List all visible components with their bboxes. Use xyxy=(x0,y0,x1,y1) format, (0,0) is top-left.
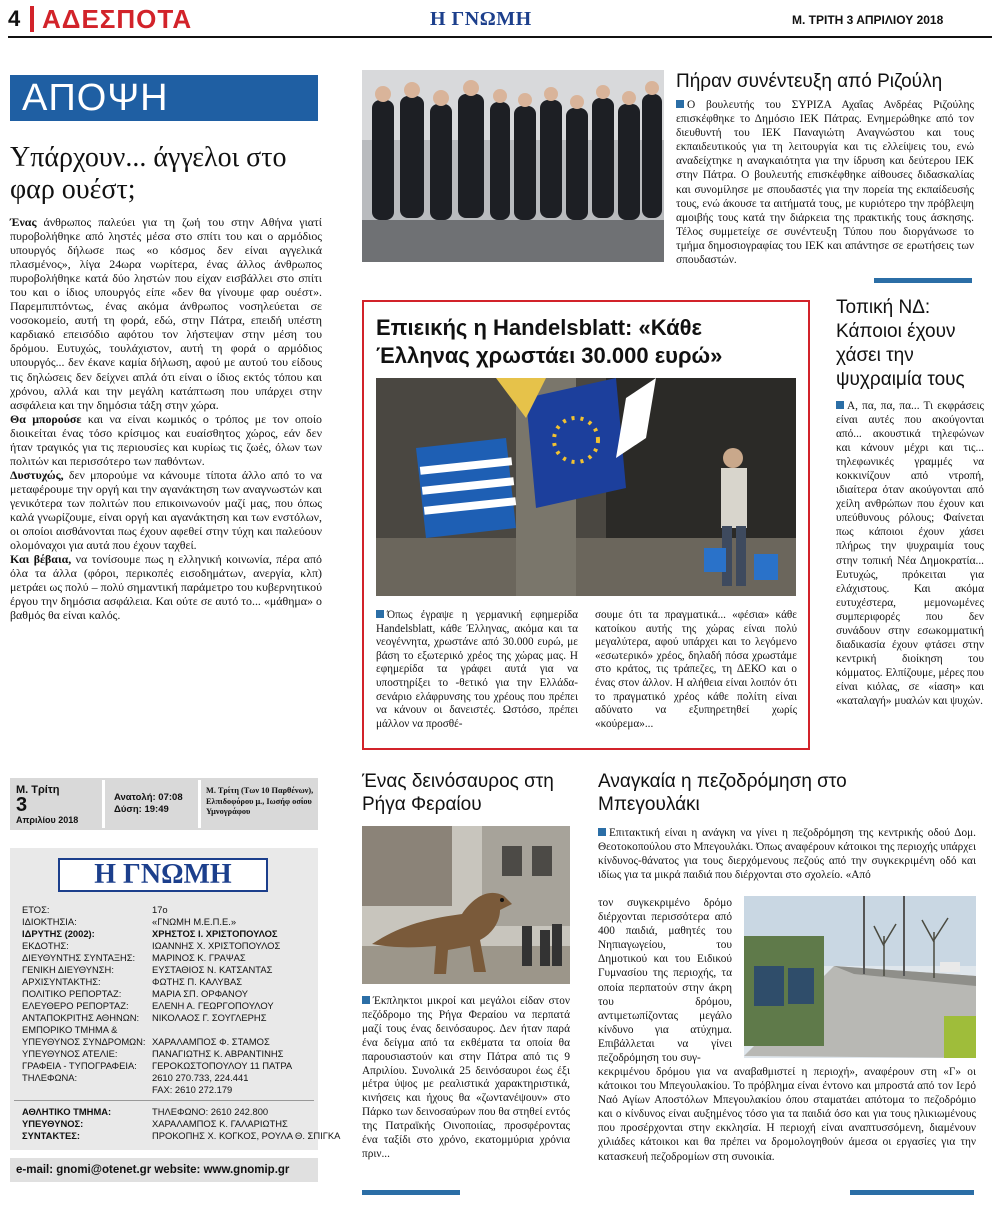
section-divider xyxy=(30,6,34,32)
masthead-role: ΙΔΡΥΤΗΣ (2002): xyxy=(22,928,95,939)
masthead-role: ΔΙΕΥΘΥΝΤΗΣ ΣΥΝΤΑΞΗΣ: xyxy=(22,952,136,963)
story-body-rizoulis: Ο βουλευτής του ΣΥΡΙΖΑ Αχαΐας Ανδρέας Ριζούλης επισκέφθηκε το Δημόσιο ΙΕΚ Πάτρας. Ενημερώθηκε από τον διευθυντή του ΙΕΚ Παναγιώτη Αναγνώστου και τους εκπαιδευτικούς για τη λειτουργία και τις ελλείψεις του, ενώ αναδείχτηκε η αναγκαιότητα για την ίδρυση και δεύτερου ΙΕΚ στην Πάτρα. Ο βουλευτής επισκέφθηκε αίθουσες διδασκαλίας και συνομίλησε με σπουδαστές για την πορεία της εκπαίδευσής τους, ενώ άκουσε τα αιτήματά τους, με κυριότερο την πρόβλεψη αμοιβής τους κατά την διάρκεια της πρακτικής τους άσκησης. Τέλος συμμετείχε σε συνέντευξη Τύπου που διοργάνωσε το τμήμα δημοσιογραφίας του ΙΕΚ και απάντησε σε ερωτήσεις των σπουδαστών. xyxy=(676,99,974,267)
masthead-name: ΠΡΟΚΟΠΗΣ Χ. ΚΟΓΚΟΣ, ΡΟΥΛΑ Θ. ΣΠΙΓΚΑ xyxy=(152,1130,341,1141)
page-number: 4 xyxy=(8,6,21,31)
story-title-rizoulis: Πήραν συνέντευξη από Ριζούλη xyxy=(676,71,943,92)
photo-rizoulis-group xyxy=(362,70,664,262)
masthead-logo: Η ΓΝΩΜΗ xyxy=(58,858,268,892)
masthead-name: 17ο xyxy=(152,904,168,915)
masthead-role: ΓΕΝΙΚΗ ΔΙΕΥΘΥΝΣΗ: xyxy=(22,964,114,975)
story-end-rule xyxy=(362,1190,460,1195)
photo-dinosaur xyxy=(362,826,570,984)
masthead-name: ΕΥΣΤΑΘΙΟΣ Ν. ΚΑΤΣΑΝΤΑΣ xyxy=(152,964,273,975)
masthead-name: ΓΕΡΟΚΩΣΤΟΠΟΥΛΟΥ 11 ΠΑΤΡΑ xyxy=(152,1060,293,1071)
story-end-rule xyxy=(874,278,972,283)
story-title-dino: Ένας δεινόσαυρος στη Ρήγα Φεραίου xyxy=(362,771,554,815)
header-rule xyxy=(8,36,992,38)
date-divider xyxy=(198,780,201,828)
masthead-role: ΓΡΑΦΕΙΑ - ΤΥΠΟΓΡΑΦΕΙΑ: xyxy=(22,1060,137,1071)
masthead-role: ΥΠΕΥΘΥΝΟΣ: xyxy=(22,1118,84,1129)
opinion-paragraph: Δυστυχώς, δεν μπορούμε να κάνουμε τίποτα άλλο από το να μεταφέρουμε την οργή και την αγανάκτηση των αναγνωστών και γενικότερα των πολιτών που επικοινωνούν μαζί μας, που όπως καλά γνωρίζουμε, είναι οργή και αγανάκτηση και των ενστόλων, οι οποίοι αισθάνονται πως έχουν αφεθεί στην τύχη και παλεύουν ολομόναχοι για αυτά που έχουν ταχθεί. xyxy=(10,467,322,553)
opinion-paragraph: Ένας άνθρωπος παλεύει για τη ζωή του στην Αθήνα γιατί πυροβολήθηκε από ληστές μέσα στο σπίτι του και ο αρμόδιος υπουργός δήλωσε πως «ο κόσμος δεν είναι αγγελικά πλασμένος», λίγα 24ωρα νωρίτερα, ένας άλλος άνθρωπος πυροβολήθηκε κατά δύο ληστών που είχαν εισβάλλει στο σπίτι του και ο ίδιος υπουργός είπε «δεν θα γίνουμε φαρ ουέστ». Παρεμπιπτόντως, ένας ακόμα άνθρωπος νοσηλεύεται σε νοσοκομείο, αυτή τη φορά, εδώ, στην Πάτρα, επειδή υπέστη καρδιακό επεισόδιο αφότου τον λήστεψαν στην μέση του δρόμου. Ευτυχώς, τουλάχιστον, αυτή τη φορά ο αρμόδιος υπουργός... δεν έκανε καμία δήλωση, αφού με αυτού του είδους τις δηλώσεις δεν δείχνει απλά ότι είναι ο ίδιος εκτός τόπου και χρόνου, αλλά και την μεγάλη κατάπτωση που υπάρχει στην ασφάλεια και την δημόσια τάξη στην χώρα. xyxy=(10,215,322,412)
masthead-name: ΧΑΡΑΛΑΜΠΟΣ Φ. ΣΤΑΜΟΣ xyxy=(152,1036,270,1047)
story-title-nd: Τοπική ΝΔ: Κάποιοι έχουν χάσει την ψυχραιμία τους xyxy=(836,297,965,390)
story-body-pedestrian-left: τον συγκεκριμένο δρόμο διέρχονται περισσότερα από 400 παιδιά, μαθητές του Νηπιαγωγείου, του Δημοτικού και του Ειδικού Γυμνασίου της περιοχής, τα οποία περπατούν στην άκρη του δρόμου, αντιμετωπίζοντας μεγάλο κίνδυνο για ατύχημα. Επιβάλλεται να γίνει πεζοδρόμηση του συγ- xyxy=(598,897,732,1065)
date-number: 3 xyxy=(16,794,28,816)
opinion-paragraph: Θα μπορούσε και να είναι κωμικός ο τρόπος με τον οποίο διοικείται ένας τόσο κρίσιμος και ευαίσθητος χώρος, εάν δεν ήταν τραγικός για τις περιουσίες και κυρίως τις ζωές, όλων των πολιτών και περισσότερο των παθόντων. xyxy=(10,411,322,468)
masthead-name: ΜΑΡΙΝΟΣ Κ. ΓΡΑΨΑΣ xyxy=(152,952,246,963)
story-title-handelsblatt: Επιεικής η Handelsblatt: «Κάθε Έλληνας χρωστάει 30.000 ευρώ» xyxy=(376,315,723,368)
story-end-rule xyxy=(850,1190,974,1195)
masthead-name: ΜΑΡΙΑ ΣΠ. ΟΡΦΑΝΟΥ xyxy=(152,988,249,999)
masthead-role: ΑΝΤΑΠΟΚΡΙΤΗΣ ΑΘΗΝΩΝ: xyxy=(22,1012,140,1023)
bullet-square-icon xyxy=(362,996,370,1004)
masthead-box xyxy=(10,848,318,1150)
story-title-pedestrian: Αναγκαία η πεζοδρόμηση στο Μπεγουλάκι xyxy=(598,771,847,815)
masthead-role: ΕΚΔΟΤΗΣ: xyxy=(22,940,69,951)
masthead-name: FAX: 2610 272.179 xyxy=(152,1084,233,1095)
date-month: Απριλίου 2018 xyxy=(16,815,79,825)
masthead-separator xyxy=(14,1100,314,1101)
date-box xyxy=(10,778,318,830)
masthead-contact: e-mail: gnomi@otenet.gr website: www.gnomip.gr xyxy=(10,1158,318,1182)
sunrise: Ανατολή: 07:08 xyxy=(114,792,183,803)
masthead-role: ΙΔΙΟΚΤΗΣΙΑ: xyxy=(22,916,77,927)
story-body-nd: Α, πα, πα, πα... Τι εκφράσεις είναι αυτές που ακούγονται από... ακουστικά τηλεφώνων και κάνουν μέχρι και τις... τηλεφωνικές γραμμές να κοκκινίζουν από ντροπή, ιδιαίτερα όταν ακούγονται από χείλη ανθρώπων που έχουν και υπεύθυνους ρόλους; Φαίνεται πως κάποιοι έχουν χάσει πλήρως την ψυχραιμία τους στην τοπική Νέα Δημοκρατία... Ευτυχώς, πρόκειται για ελάχιστους. Και ακόμα ευτυχέστερα, μεμονωμένες συμπεριφορές που δεν συνάδουν στην εσωκομματική διαδικασία έχουν φτάσει στην κεντρική διοίκηση του κόμματος. Ελπίζουμε, μέρες που είναι κιόλας, σε «ίαση» και «καταλαγή» μυαλών και ψυχών. xyxy=(836,400,984,707)
bullet-square-icon xyxy=(376,610,384,618)
masthead-name: ΝΙΚΟΛΑΟΣ Γ. ΣΟΥΓΛΕΡΗΣ xyxy=(152,1012,267,1023)
masthead-role: ΥΠΕΥΘΥΝΟΣ ΣΥΝΔΡΟΜΩΝ: xyxy=(22,1036,146,1047)
masthead-role: ΑΡΧΙΣΥΝΤΑΚΤΗΣ: xyxy=(22,976,101,987)
masthead-role: ΕΛΕΥΘΕΡΟ ΡΕΠΟΡΤΑΖ: xyxy=(22,1000,129,1011)
saints-of-day: Μ. Τρίτη (Των 10 Παρθένων), Ελπιδοφόρου μ., Ιωσήφ οσίου Υμνογράφου xyxy=(206,786,314,816)
masthead-name: ΕΛΕΝΗ Α. ΓΕΩΡΓΟΠΟΥΛΟΥ xyxy=(152,1000,274,1011)
bullet-square-icon xyxy=(836,401,844,409)
opinion-body xyxy=(10,215,322,622)
bullet-square-icon xyxy=(598,828,606,836)
date-day: Μ. Τρίτη xyxy=(16,784,60,796)
masthead-name: ΦΩΤΗΣ Π. ΚΑΛΥΒΑΣ xyxy=(152,976,242,987)
masthead-name: «ΓΝΩΜΗ Μ.Ε.Π.Ε.» xyxy=(152,916,237,927)
masthead-name: ΤΗΛΕΦΩΝΟ: 2610 242.800 xyxy=(152,1106,269,1117)
masthead-name: ΧΡΗΣΤΟΣ Ι. ΧΡΙΣΤΟΠΟΥΛΟΣ xyxy=(152,928,278,939)
masthead-role: ΑΘΛΗΤΙΚΟ ΤΜΗΜΑ: xyxy=(22,1106,112,1117)
masthead-role: ΠΟΛΙΤΙΚΟ ΡΕΠΟΡΤΑΖ: xyxy=(22,988,122,999)
photo-flags-street xyxy=(376,378,796,596)
masthead-name: ΠΑΝΑΓΙΩΤΗΣ Κ. ΑΒΡΑΝΤΙΝΗΣ xyxy=(152,1048,284,1059)
masthead-name: ΧΑΡΑΛΑΜΠΟΣ Κ. ΓΑΛΑΡΙΩΤΗΣ xyxy=(152,1118,288,1129)
newspaper-logo: Η ΓΝΩΜΗ xyxy=(430,8,532,30)
bullet-square-icon xyxy=(676,100,684,108)
issue-date: Μ. ΤΡΙΤΗ 3 ΑΠΡΙΛΙΟΥ 2018 xyxy=(792,13,944,27)
story-body-handelsblatt-col2: σουμε ότι τα πραγματικά... «φέσια» κάθε κατοίκου αυτής της χώρας είναι πολύ μεγαλύτερα, αφού υπάρχει και το λεγόμενο «εσωτερικό» χρέος, δηλαδή πόσα χρωστάμε στο κράτος, τις τράπεζες, τη ΔΕΚΟ και ο ένας στον άλλον. Η αλήθεια είναι λοιπόν ότι το πραγματικό χρέος κάθε πολίτη είναι αδύνατο να εξυπηρετηθεί χωρίς «κούρεμα»... xyxy=(595,609,797,730)
masthead-role: ΕΜΠΟΡΙΚΟ ΤΜΗΜΑ & xyxy=(22,1024,118,1035)
masthead-role: ΥΠΕΥΘΥΝΟΣ ΑΤΕΛΙΕ: xyxy=(22,1048,118,1059)
section-title: ΑΔΕΣΠΟΤΑ xyxy=(42,4,193,34)
date-divider xyxy=(102,780,105,828)
masthead-role: ΣΥΝΤΑΚΤΕΣ: xyxy=(22,1130,80,1141)
opinion-banner: ΑΠΟΨΗ xyxy=(10,75,318,121)
sunset: Δύση: 19:49 xyxy=(114,804,169,815)
photo-street-begoulaki xyxy=(744,896,976,1058)
story-body-dino: Έκπληκτοι μικροί και μεγάλοι είδαν στον πεζόδρομο της Ρήγα Φεραίου να περπατά μαζί τους ένας δεινόσαυρος. Δεν ήταν παρά ένα δείγμα από τα εκθέματα τα οποία θα παρουσιαστούν και στην Πάτρα από τις 9 Απριλίου. Συνολικά 25 δεινόσαυροι έως έξι μέτρα ύψος με ρεαλιστικά χαρακτηριστικά, κινήσεις και ήχους θα «ζωντανέψουν» στο Πάρκο των δεινοσαύρων που θα στηθεί εντός της Πατραϊκής Οινοποιίας, προσφέροντας ένα ταξίδι στο χρόνο, εκατομμύρια χρόνια πριν... xyxy=(362,995,570,1160)
masthead-role: ΤΗΛΕΦΩΝΑ: xyxy=(22,1072,78,1083)
story-body-pedestrian-top: Επιτακτική είναι η ανάγκη να γίνει η πεζοδρόμηση της κεντρικής οδού Δομ. Θεοτοκοπούλου στο Μπεγουλάκι. Όπως αναφέρουν κάτοικοι της περιοχής υπάρχει κίνδυνος-θάνατος για τους διερχόμενους πεζούς από την συγκεκριμένη οδό και ιδίως για τα μικρά παιδιά που διέρχονται στο σχολείο. «Από xyxy=(598,827,976,882)
masthead-role: ΕΤΟΣ: xyxy=(22,904,50,915)
masthead-name: ΙΩΑΝΝΗΣ Χ. ΧΡΙΣΤΟΠΟΥΛΟΣ xyxy=(152,940,281,951)
opinion-title: Υπάρχουν... άγγελοι στο φαρ ουέστ; xyxy=(10,142,287,205)
story-body-handelsblatt-col1: Όπως έγραψε η γερμανική εφημερίδα Handelsblatt, κάθε Έλληνας, ακόμα και τα νεογέννητα, χρωστάνε από 30.000 ευρώ, με βάση το εξωτερικό χρέος της χώρας μας. Η εφημερίδα τα γράφει αυτά για να υποστηρίξει το -θετικό για την Ελλάδα- σενάριο ελάφρυνσης του χρέους που πρέπει να κάνουν οι δανειστές. Ωστόσο, πρέπει μάλλον να προσθέ- xyxy=(376,609,578,730)
story-body-pedestrian-bottom: κεκριμένου δρόμου για να αναβαθμιστεί η περιοχή», αναφέρουν στη «Γ» οι κάτοικοι του Μπεγουλακίου. Το πρόβλημα είναι έντονο και μπροστά από τον Ιερό Ναό Αγίων Αποστόλων Μπεγουλακίου όπου σταματάει απότομα το πεζοδρόμιο και ο κίνδυνος είναι αυξημένος τόσο για τα παιδιά όσο και για τους ηλικιωμένους που προσέρχονται στην εκκλησία. Η περιοχή είναι αναπτυσσόμενη, διαμένουν χιλιάδες κάτοικοι και θα πρέπει να δρομολογηθούν άμεσα οι εργασίες για την κατασκευή πεζοδρομίων στη συνοικία. xyxy=(598,1066,976,1163)
masthead-name: 2610 270.733, 224.441 xyxy=(152,1072,249,1083)
opinion-paragraph: Και βέβαια, να τονίσουμε πως η ελληνική κοινωνία, πέρα από όλα τα άλλα (φόροι, περικοπές εισοδημάτων, ανεργία, κλπ) μετράει ως πολύ – πολύ σημαντική παράμετρο του κυβερνητικού έργου την δημόσια ασφάλεια. Και ούτε σε αυτό το... «μάθημα» ο βαθμός θα είναι καλός. xyxy=(10,552,322,623)
